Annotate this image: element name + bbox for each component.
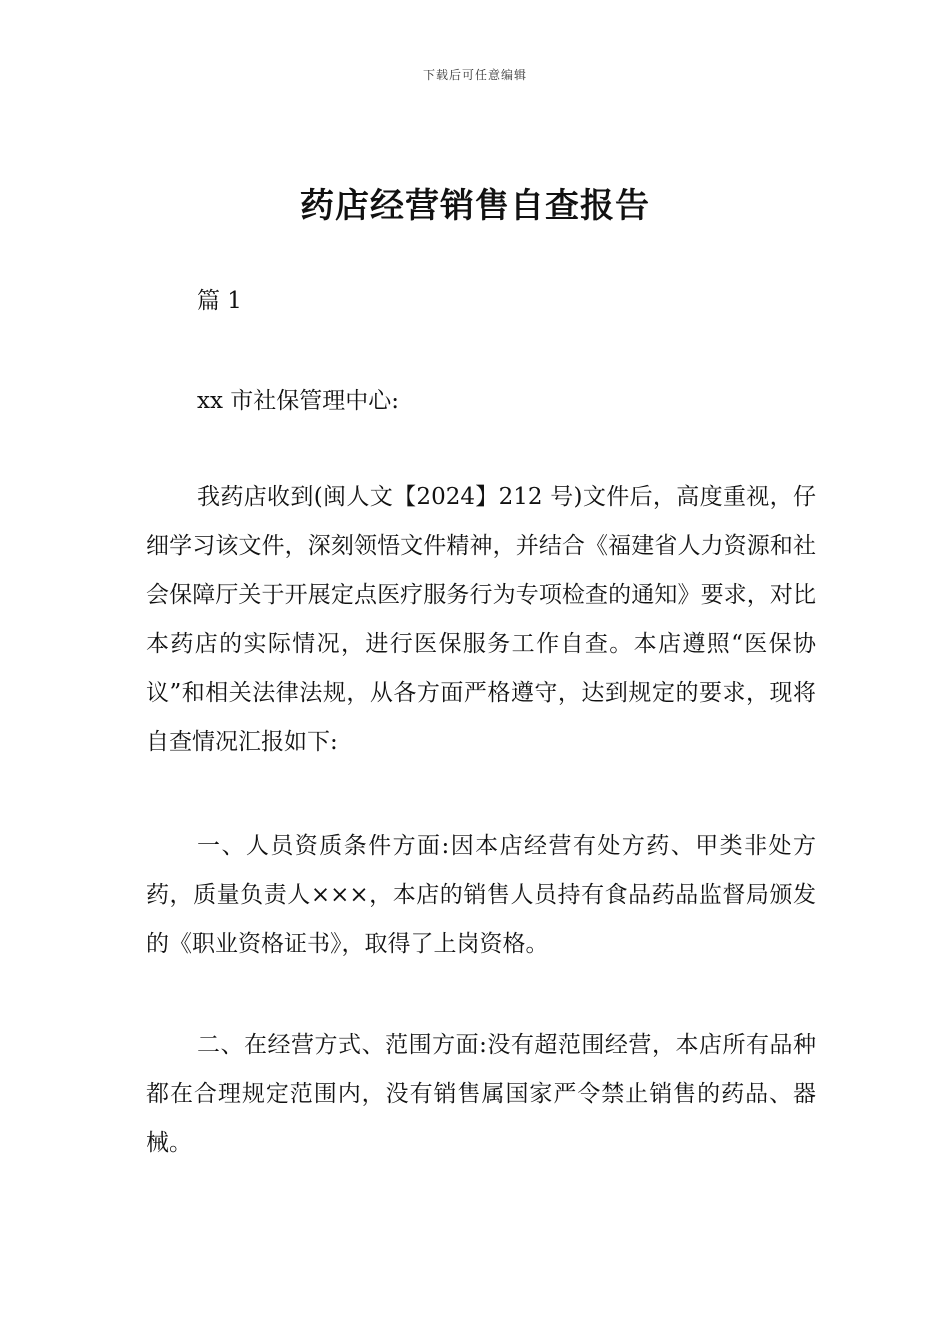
document-title: 药店经营销售自查报告 [300,186,650,226]
salutation: xx 市社保管理中心: [197,388,400,414]
section-label: 篇 1 [197,288,242,314]
paragraph-intro: 我药店收到(闽人文【2024】212 号)文件后，高度重视，仔细学习该文件，深刻领悟文件精神，并结合《福建省人力资源和社会保障厅关于开展定点医疗服务行为专项检查的通知》要求，对比本药店的实际情况，进行医保服务工作自查。本店遵照“医保协议”和相关法律法规，从各方面严格遵守，达到规定的要求，现将自查情况汇报如下: [146,484,816,755]
header-note: 下载后可任意编辑 [422,68,527,82]
paragraph-scope: 二、在经营方式、范围方面:没有超范围经营，本店所有品种都在合理规定范围内，没有销售属国家严令禁止销售的药品、器械。 [146,1032,816,1156]
paragraph-personnel: 一、人员资质条件方面:因本店经营有处方药、甲类非处方药，质量负责人×××，本店的销售人员持有食品药品监督局颁发的《职业资格证书》，取得了上岗资格。 [146,833,816,957]
